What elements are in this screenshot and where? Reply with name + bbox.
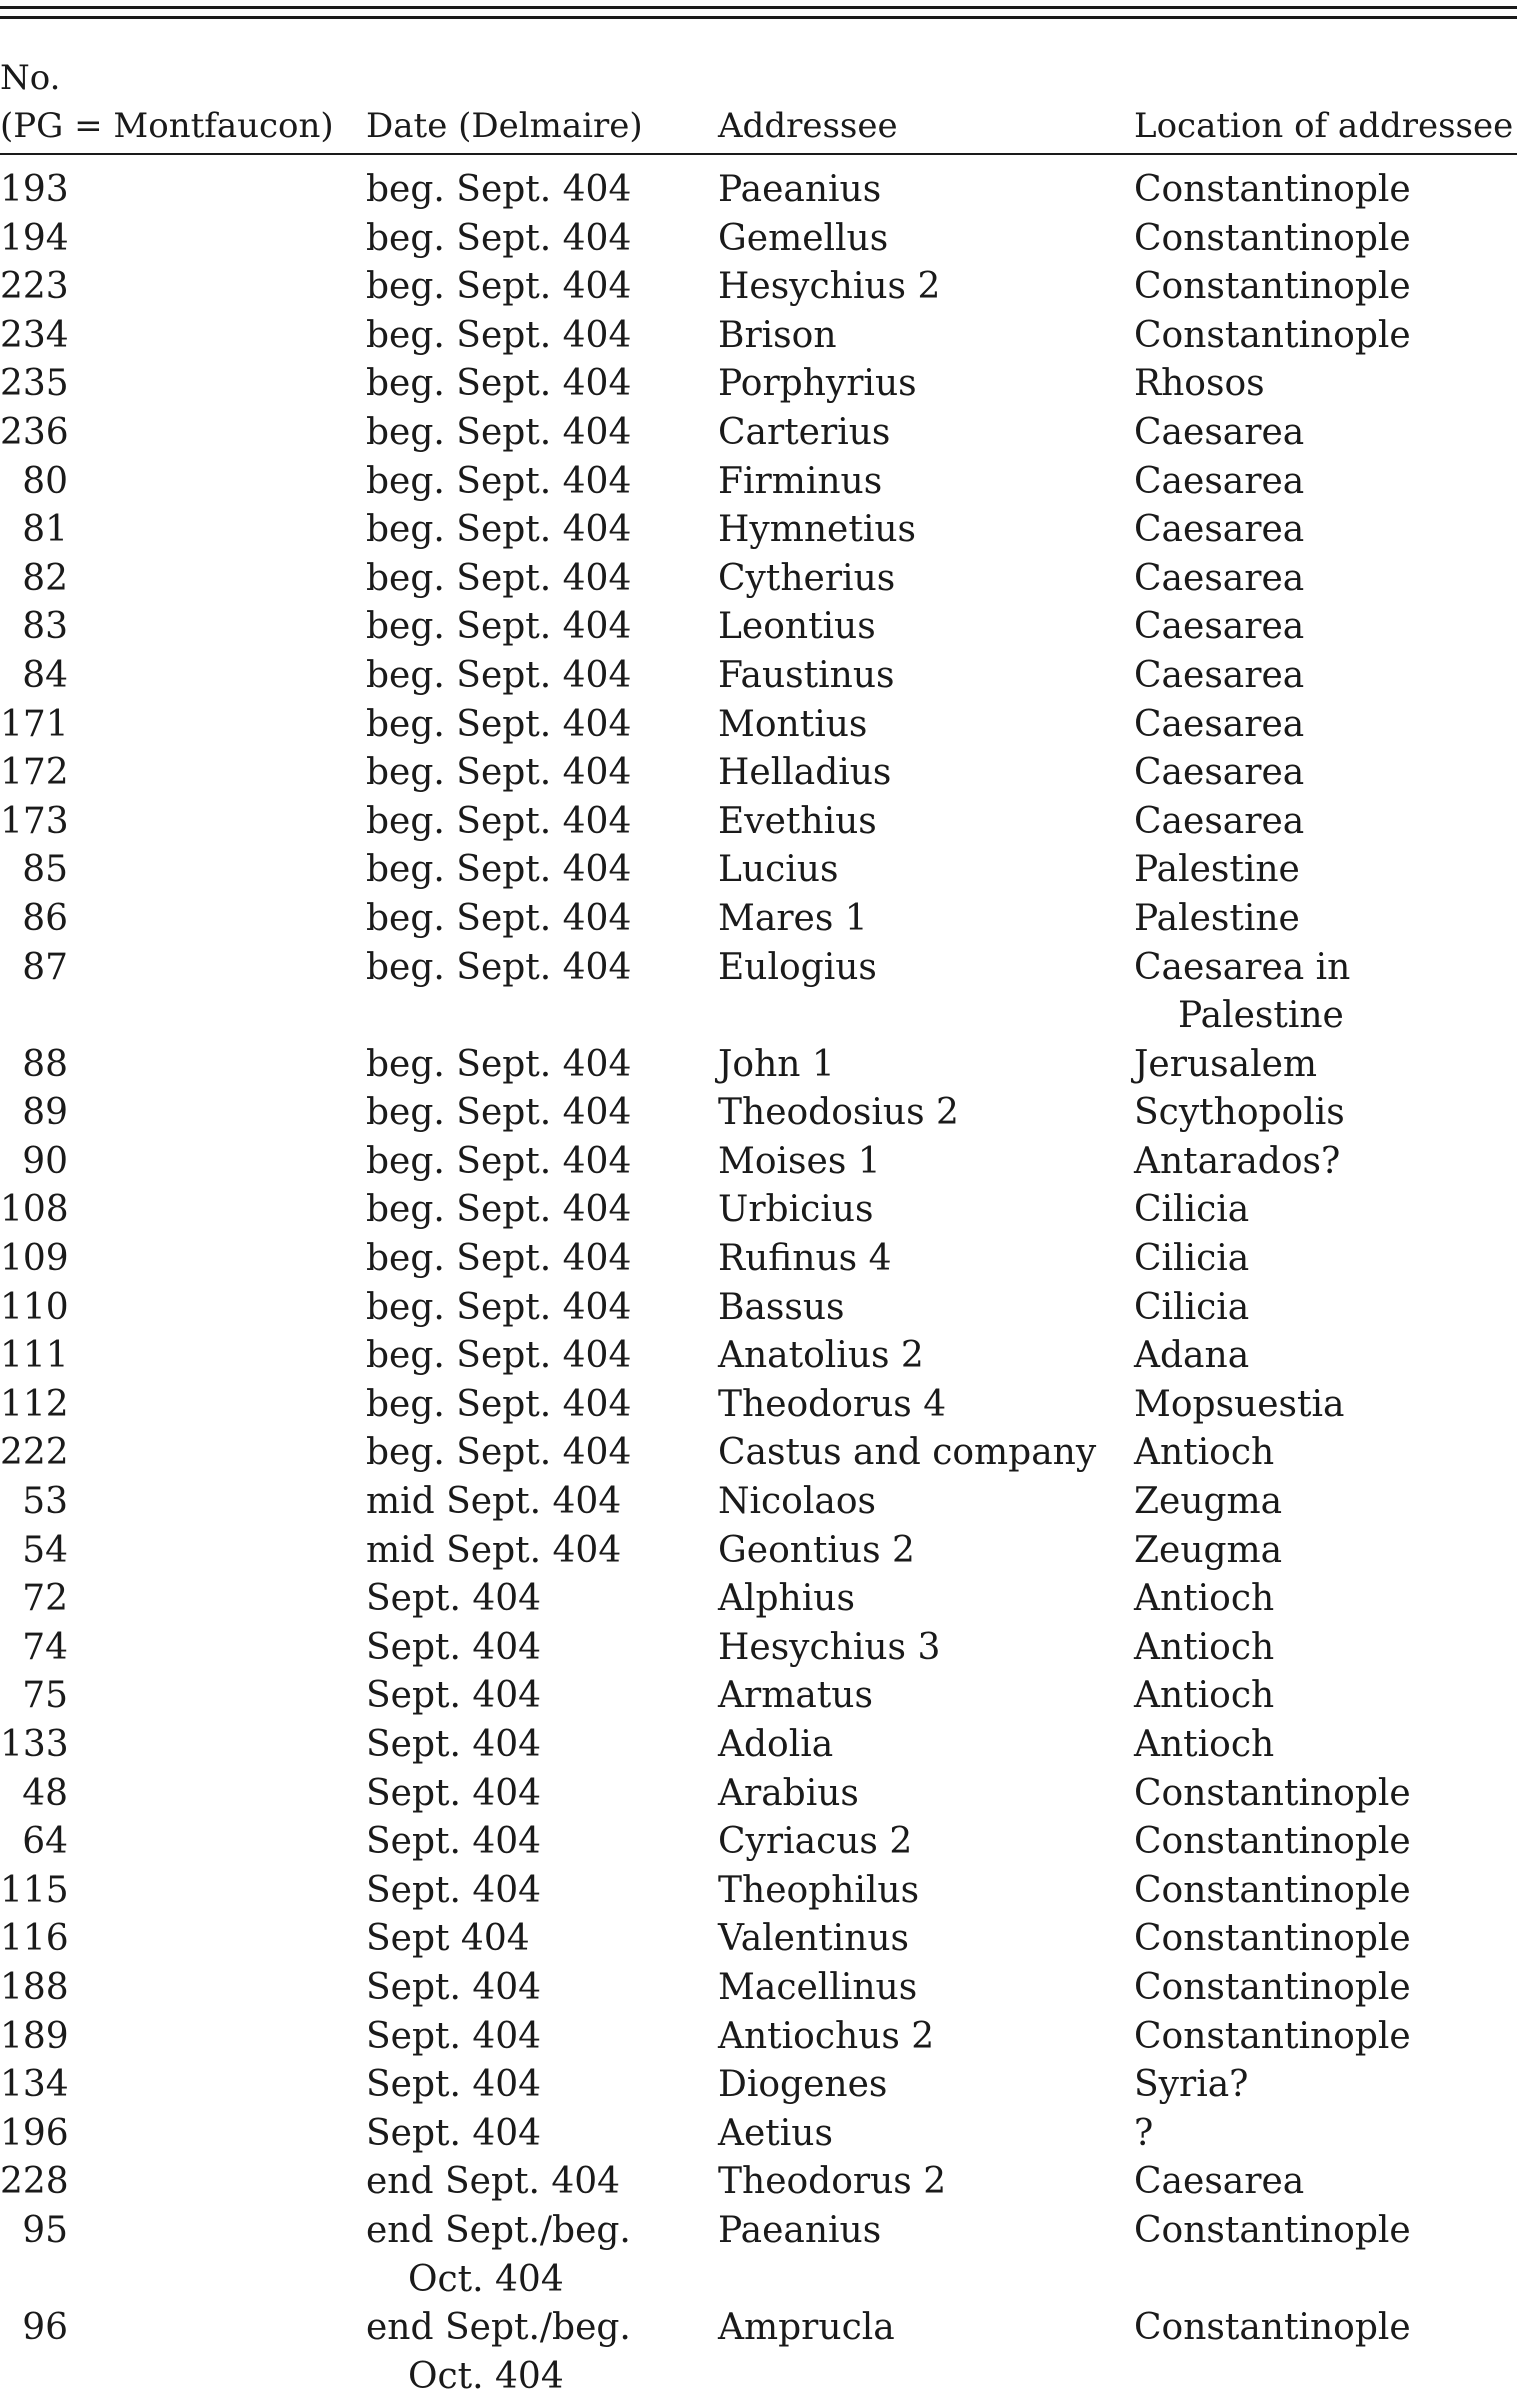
letter-number: 48 bbox=[22, 1772, 68, 1814]
addressee-location: Constantinople bbox=[1134, 1869, 1411, 1911]
letter-number: 109 bbox=[0, 1238, 69, 1280]
letter-addressee: Theodorus 4 bbox=[718, 1383, 947, 1425]
letter-number: 84 bbox=[22, 654, 68, 696]
letter-addressee: Antiochus 2 bbox=[718, 2015, 935, 2057]
table-row bbox=[0, 409, 1517, 458]
letter-addressee: Porphyrius bbox=[718, 363, 917, 405]
table-row bbox=[0, 1041, 1517, 1090]
letter-date-continued: Oct. 404 bbox=[408, 2355, 564, 2397]
addressee-location: ? bbox=[1134, 2112, 1154, 2154]
header-number-line2: (PG = Montfaucon) bbox=[0, 106, 334, 146]
letter-number: 188 bbox=[0, 1966, 69, 2008]
table-row bbox=[0, 2013, 1517, 2062]
addressee-location: Zeugma bbox=[1134, 1481, 1283, 1523]
header-rule bbox=[0, 153, 1517, 155]
header-addressee: Addressee bbox=[718, 106, 898, 146]
addressee-location: Palestine bbox=[1134, 897, 1300, 939]
letter-date: beg. Sept. 404 bbox=[366, 169, 632, 210]
letter-date: beg. Sept. 404 bbox=[366, 1432, 632, 1474]
letter-date: Sept. 404 bbox=[366, 1724, 542, 1765]
letter-number: 234 bbox=[0, 314, 69, 356]
letter-addressee: Theophilus bbox=[718, 1869, 920, 1911]
table-row bbox=[0, 1624, 1517, 1673]
letter-addressee: Nicolaos bbox=[718, 1481, 876, 1523]
addressee-location: Constantinople bbox=[1134, 217, 1411, 259]
letter-addressee: Cyriacus 2 bbox=[718, 1821, 913, 1863]
addressee-location: Caesarea bbox=[1134, 2161, 1305, 2203]
table-row bbox=[0, 1235, 1517, 1284]
addressee-location: Jerusalem bbox=[1134, 1043, 1318, 1085]
letter-addressee: Urbicius bbox=[718, 1189, 874, 1231]
letter-addressee: Macellinus bbox=[718, 1966, 918, 2008]
table-row bbox=[0, 506, 1517, 555]
header-number bbox=[0, 54, 334, 150]
letter-date: beg. Sept. 404 bbox=[366, 1140, 632, 1182]
letter-addressee: Aetius bbox=[718, 2112, 833, 2154]
table-row bbox=[0, 701, 1517, 750]
table-row bbox=[0, 2061, 1517, 2110]
letter-date: end Sept. 404 bbox=[366, 2161, 621, 2203]
letter-addressee: Diogenes bbox=[718, 2064, 888, 2106]
table-row bbox=[0, 895, 1517, 944]
table-row bbox=[0, 1672, 1517, 1721]
addressee-location: Caesarea bbox=[1134, 509, 1305, 551]
table-row bbox=[0, 944, 1517, 1041]
table-row bbox=[0, 1915, 1517, 1964]
addressee-location: Palestine bbox=[1134, 849, 1300, 891]
letter-date: mid Sept. 404 bbox=[366, 1529, 622, 1571]
letter-date: end Sept./beg. bbox=[366, 2209, 631, 2251]
addressee-location: Mopsuestia bbox=[1134, 1383, 1345, 1425]
letter-number: 85 bbox=[22, 849, 68, 891]
top-rule bbox=[0, 6, 1517, 9]
letter-addressee: Theodosius 2 bbox=[718, 1092, 959, 1134]
table-row bbox=[0, 312, 1517, 361]
addressee-location: Antioch bbox=[1134, 1432, 1275, 1474]
table-row bbox=[0, 1478, 1517, 1527]
letter-addressee: Hymnetius bbox=[718, 509, 916, 551]
table-row bbox=[0, 263, 1517, 312]
letter-date: beg. Sept. 404 bbox=[366, 509, 632, 551]
addressee-location: Cilicia bbox=[1134, 1189, 1250, 1231]
letter-number: 83 bbox=[22, 606, 68, 648]
letter-number: 115 bbox=[0, 1869, 69, 1911]
letter-number: 53 bbox=[22, 1481, 68, 1523]
letter-date: beg. Sept. 404 bbox=[366, 1092, 632, 1134]
addressee-location: Caesarea in bbox=[1134, 946, 1351, 988]
letter-addressee: Brison bbox=[718, 314, 837, 356]
table-row bbox=[0, 2304, 1517, 2401]
addressee-location: Caesarea bbox=[1134, 654, 1305, 696]
table-row bbox=[0, 1721, 1517, 1770]
letter-number: 196 bbox=[0, 2112, 69, 2154]
letter-addressee: Bassus bbox=[718, 1286, 845, 1328]
table-row bbox=[0, 1575, 1517, 1624]
letter-number: 236 bbox=[0, 411, 69, 453]
letter-addressee: Adolia bbox=[718, 1724, 834, 1765]
letter-number: 173 bbox=[0, 800, 69, 842]
letter-date: mid Sept. 404 bbox=[366, 1481, 622, 1523]
addressee-location: Caesarea bbox=[1134, 460, 1305, 502]
addressee-location: Antioch bbox=[1134, 1578, 1275, 1620]
letter-date: Sept. 404 bbox=[366, 2064, 542, 2106]
letter-date: Sept. 404 bbox=[366, 1626, 542, 1668]
letter-date: Sept. 404 bbox=[366, 1966, 542, 2008]
letter-addressee: Theodorus 2 bbox=[718, 2161, 947, 2203]
letter-number: 189 bbox=[0, 2015, 69, 2057]
letter-number: 81 bbox=[22, 509, 68, 551]
letter-addressee: John 1 bbox=[718, 1043, 835, 1085]
letter-addressee: Paeanius bbox=[718, 2209, 882, 2251]
addressee-location: Cilicia bbox=[1134, 1286, 1250, 1328]
letter-date: Sept. 404 bbox=[366, 2015, 542, 2057]
addressee-location: Scythopolis bbox=[1134, 1092, 1345, 1134]
letter-addressee: Alphius bbox=[718, 1578, 855, 1620]
letter-addressee: Castus and company bbox=[718, 1432, 1097, 1474]
letter-number: 133 bbox=[0, 1724, 69, 1765]
letter-addressee: Anatolius 2 bbox=[718, 1335, 924, 1377]
addressee-location: Caesarea bbox=[1134, 752, 1305, 794]
letter-date: beg. Sept. 404 bbox=[366, 1238, 632, 1280]
letter-number: 193 bbox=[0, 169, 69, 210]
table-row bbox=[0, 2207, 1517, 2304]
letter-addressee: Carterius bbox=[718, 411, 891, 453]
addressee-location: Antioch bbox=[1134, 1724, 1275, 1765]
letter-number: 171 bbox=[0, 703, 69, 745]
addressee-location: Caesarea bbox=[1134, 800, 1305, 842]
table-row bbox=[0, 1089, 1517, 1138]
letter-addressee: Valentinus bbox=[718, 1918, 909, 1960]
letter-number: 95 bbox=[22, 2209, 68, 2251]
letter-number: 86 bbox=[22, 897, 68, 939]
letter-date: beg. Sept. 404 bbox=[366, 266, 632, 308]
letter-date: beg. Sept. 404 bbox=[366, 411, 632, 453]
letter-addressee: Mares 1 bbox=[718, 897, 868, 939]
table-row bbox=[0, 1381, 1517, 1430]
table-row bbox=[0, 1186, 1517, 1235]
letter-date: Sept. 404 bbox=[366, 2112, 542, 2154]
addressee-location: Antioch bbox=[1134, 1675, 1275, 1717]
addressee-location-continued: Palestine bbox=[1178, 995, 1344, 1037]
letter-addressee: Armatus bbox=[718, 1675, 873, 1717]
letter-date-continued: Oct. 404 bbox=[408, 2258, 564, 2300]
addressee-location: Syria? bbox=[1134, 2064, 1249, 2106]
addressee-location: Rhosos bbox=[1134, 363, 1265, 405]
letter-number: 80 bbox=[22, 460, 68, 502]
letter-addressee: Faustinus bbox=[718, 654, 895, 696]
table-row bbox=[0, 603, 1517, 652]
letter-number: 87 bbox=[22, 946, 68, 988]
letter-date: Sept. 404 bbox=[366, 1772, 542, 1814]
header-date: Date (Delmaire) bbox=[366, 106, 643, 146]
letter-number: 222 bbox=[0, 1432, 69, 1474]
letter-number: 88 bbox=[22, 1043, 68, 1085]
letter-number: 108 bbox=[0, 1189, 69, 1231]
letter-number: 194 bbox=[0, 217, 69, 259]
table-row bbox=[0, 1284, 1517, 1333]
letter-date: beg. Sept. 404 bbox=[366, 703, 632, 745]
letter-date: beg. Sept. 404 bbox=[366, 1189, 632, 1231]
addressee-location: Constantinople bbox=[1134, 2209, 1411, 2251]
addressee-location: Constantinople bbox=[1134, 1966, 1411, 2008]
letter-addressee: Eulogius bbox=[718, 946, 877, 988]
table-row bbox=[0, 1527, 1517, 1576]
letter-addressee: Firminus bbox=[718, 460, 883, 502]
table-row bbox=[0, 846, 1517, 895]
letter-addressee: Montius bbox=[718, 703, 868, 745]
addressee-location: Antioch bbox=[1134, 1626, 1275, 1668]
letter-date: beg. Sept. 404 bbox=[366, 363, 632, 405]
table-row bbox=[0, 798, 1517, 847]
table-row bbox=[0, 2158, 1517, 2207]
letter-number: 110 bbox=[0, 1286, 69, 1328]
letter-date: beg. Sept. 404 bbox=[366, 946, 632, 988]
table-row bbox=[0, 749, 1517, 798]
letter-date: Sept. 404 bbox=[366, 1821, 542, 1863]
letter-addressee: Evethius bbox=[718, 800, 877, 842]
addressee-location: Adana bbox=[1134, 1335, 1250, 1377]
letter-addressee: Helladius bbox=[718, 752, 892, 794]
letter-addressee: Gemellus bbox=[718, 217, 889, 259]
table-row bbox=[0, 2110, 1517, 2159]
letter-number: 116 bbox=[0, 1918, 69, 1960]
letter-addressee: Cytherius bbox=[718, 557, 896, 599]
letter-number: 228 bbox=[0, 2161, 69, 2203]
addressee-location: Caesarea bbox=[1134, 557, 1305, 599]
letter-date: beg. Sept. 404 bbox=[366, 752, 632, 794]
table-row bbox=[0, 555, 1517, 604]
letter-number: 111 bbox=[0, 1335, 69, 1377]
letter-date: beg. Sept. 404 bbox=[366, 460, 632, 502]
addressee-location: Constantinople bbox=[1134, 169, 1411, 210]
letter-date: beg. Sept. 404 bbox=[366, 897, 632, 939]
table-body bbox=[0, 166, 1517, 2401]
letter-number: 72 bbox=[22, 1578, 68, 1620]
addressee-location: Constantinople bbox=[1134, 1821, 1411, 1863]
letter-date: beg. Sept. 404 bbox=[366, 1043, 632, 1085]
letter-addressee: Moises 1 bbox=[718, 1140, 881, 1182]
letter-number: 90 bbox=[22, 1140, 68, 1182]
table-row bbox=[0, 215, 1517, 264]
table-row bbox=[0, 360, 1517, 409]
letter-date: beg. Sept. 404 bbox=[366, 1335, 632, 1377]
letter-addressee: Amprucla bbox=[718, 2307, 895, 2349]
letter-date: Sept. 404 bbox=[366, 1869, 542, 1911]
letter-addressee: Rufinus 4 bbox=[718, 1238, 892, 1280]
letter-number: 82 bbox=[22, 557, 68, 599]
letter-date: beg. Sept. 404 bbox=[366, 800, 632, 842]
letter-date: beg. Sept. 404 bbox=[366, 654, 632, 696]
letter-date: beg. Sept. 404 bbox=[366, 849, 632, 891]
letter-addressee: Lucius bbox=[718, 849, 839, 891]
letter-date: beg. Sept. 404 bbox=[366, 606, 632, 648]
table-row bbox=[0, 1867, 1517, 1916]
addressee-location: Cilicia bbox=[1134, 1238, 1250, 1280]
letter-number: 96 bbox=[22, 2307, 68, 2349]
letter-addressee: Arabius bbox=[718, 1772, 859, 1814]
table-row bbox=[0, 1964, 1517, 2013]
letter-number: 235 bbox=[0, 363, 69, 405]
addressee-location: Zeugma bbox=[1134, 1529, 1283, 1571]
table-row bbox=[0, 1770, 1517, 1819]
table-row bbox=[0, 1429, 1517, 1478]
addressee-location: Constantinople bbox=[1134, 1918, 1411, 1960]
letter-addressee: Geontius 2 bbox=[718, 1529, 915, 1571]
letter-date: beg. Sept. 404 bbox=[366, 314, 632, 356]
letter-date: beg. Sept. 404 bbox=[366, 1383, 632, 1425]
addressee-location: Constantinople bbox=[1134, 1772, 1411, 1814]
addressee-location: Caesarea bbox=[1134, 411, 1305, 453]
letter-date: Sept. 404 bbox=[366, 1578, 542, 1620]
addressee-location: Constantinople bbox=[1134, 2015, 1411, 2057]
table-row bbox=[0, 1332, 1517, 1381]
letter-addressee: Hesychius 3 bbox=[718, 1626, 941, 1668]
table-header bbox=[0, 40, 1517, 150]
addressee-location: Antarados? bbox=[1134, 1140, 1341, 1182]
table-row bbox=[0, 458, 1517, 507]
letter-number: 74 bbox=[22, 1626, 68, 1668]
letter-addressee: Paeanius bbox=[718, 169, 882, 210]
top-rule-second bbox=[0, 16, 1517, 19]
letter-number: 54 bbox=[22, 1529, 68, 1571]
letter-number: 112 bbox=[0, 1383, 69, 1425]
addressee-location: Constantinople bbox=[1134, 314, 1411, 356]
addressee-location: Constantinople bbox=[1134, 2307, 1411, 2349]
letter-number: 89 bbox=[22, 1092, 68, 1134]
letter-date: beg. Sept. 404 bbox=[366, 1286, 632, 1328]
letter-date: end Sept./beg. bbox=[366, 2307, 631, 2349]
letter-date: Sept. 404 bbox=[366, 1675, 542, 1717]
table-row bbox=[0, 166, 1517, 215]
letter-addressee: Hesychius 2 bbox=[718, 266, 941, 308]
addressee-location: Caesarea bbox=[1134, 606, 1305, 648]
header-location: Location of addressee bbox=[1134, 106, 1514, 146]
letter-addressee: Leontius bbox=[718, 606, 876, 648]
table-row bbox=[0, 1138, 1517, 1187]
addressee-location: Caesarea bbox=[1134, 703, 1305, 745]
letter-date: Sept 404 bbox=[366, 1918, 530, 1960]
letter-number: 75 bbox=[22, 1675, 68, 1717]
header-number-line1: No. bbox=[0, 58, 61, 98]
letter-number: 64 bbox=[22, 1821, 68, 1863]
letter-number: 223 bbox=[0, 266, 69, 308]
letter-number: 172 bbox=[0, 752, 69, 794]
letter-date: beg. Sept. 404 bbox=[366, 217, 632, 259]
addressee-location: Constantinople bbox=[1134, 266, 1411, 308]
table-row bbox=[0, 1818, 1517, 1867]
letter-date: beg. Sept. 404 bbox=[366, 557, 632, 599]
table-row bbox=[0, 652, 1517, 701]
letter-number: 134 bbox=[0, 2064, 69, 2106]
